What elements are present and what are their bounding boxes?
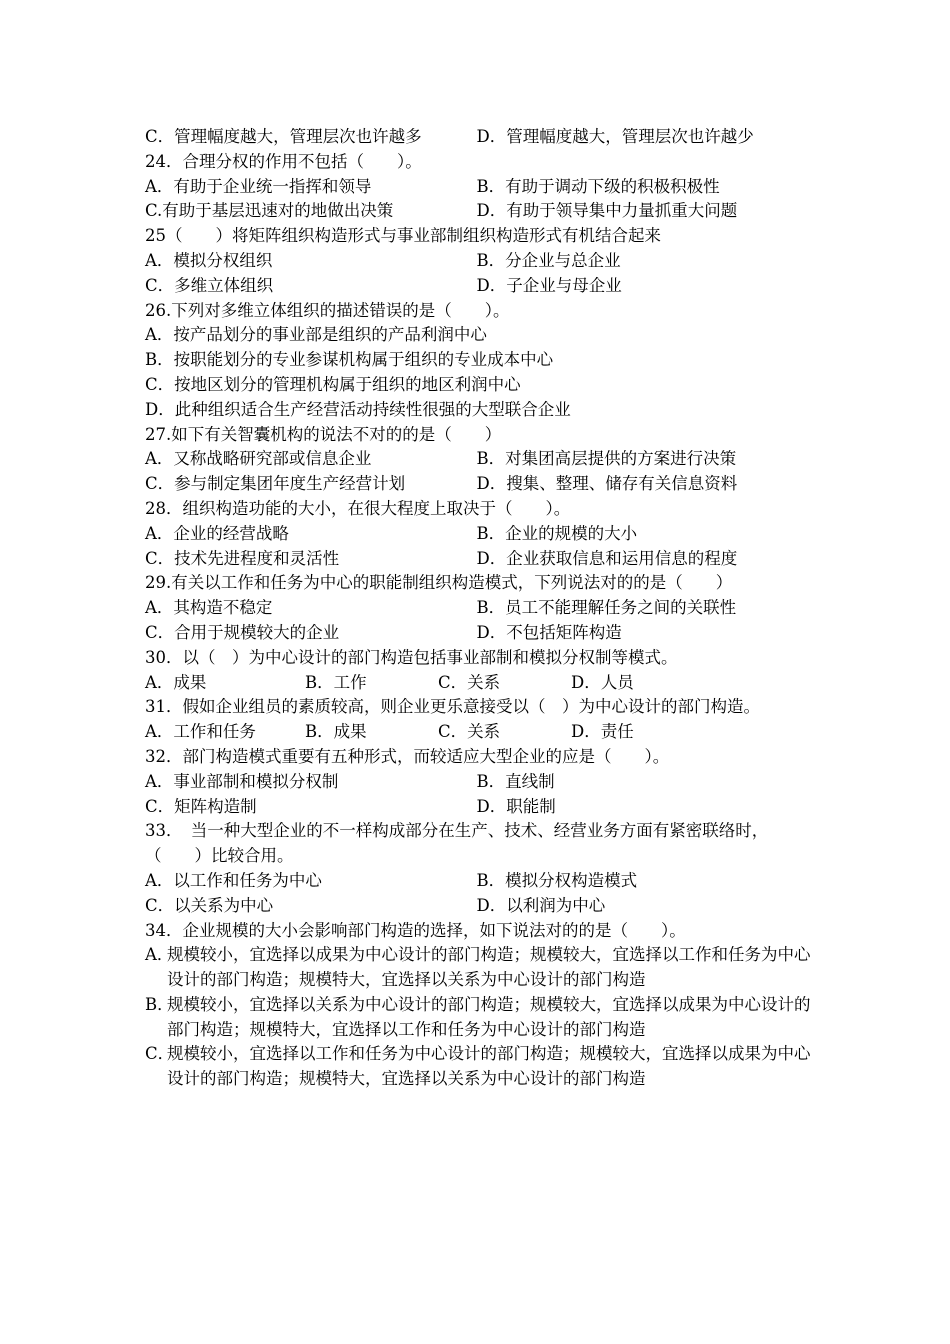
- q32-option-a: A．事业部制和模拟分权制: [145, 771, 339, 791]
- q26-option-c: C．按地区划分的管理机构属于组织的地区利润中心: [145, 374, 521, 394]
- q27-options-cd: [145, 472, 815, 497]
- q30-option-b: B．工作: [305, 672, 367, 692]
- q27-option-a: A．又称战略研究部或信息企业: [145, 449, 372, 469]
- q33-option-d: D．以利润为中心: [476, 895, 606, 915]
- q32-option-d: D．职能制: [476, 796, 556, 816]
- q31-options: [145, 720, 815, 745]
- q25-option-d: D．子企业与母企业: [476, 275, 622, 295]
- q28-options-ab: [145, 522, 815, 547]
- q29-stem: 29.有关以工作和任务为中心的职能制组织构造模式，下列说法对的的是（ ）: [145, 573, 733, 593]
- q32-option-b: B．直线制: [476, 771, 555, 791]
- q31-option-c: C．关系: [438, 722, 501, 742]
- q27-option-b: B．对集团高层提供的方案进行决策: [476, 449, 737, 469]
- q32-stem: 32．部门构造模式重要有五种形式，而较适应大型企业的应是（ ）。: [145, 746, 670, 766]
- q34-option-a-label: A．: [145, 945, 174, 965]
- q24-option-a: A．有助于企业统一指挥和领导: [145, 176, 372, 196]
- q25-options-cd: [145, 274, 815, 299]
- q28-option-b: B．企业的规模的大小: [476, 523, 638, 543]
- q26-stem: 26.下列对多维立体组织的描述错误的是（ ）。: [145, 300, 510, 320]
- q32-options-cd: [145, 795, 815, 820]
- question-list: [145, 125, 815, 1092]
- q34-option-b-text: 规模较小，宜选择以关系为中心设计的部门构造；规模较大，宜选择以成果为中心设计的部门构造；规模特大，宜选择以工作和任务为中心设计的部门构造: [167, 994, 811, 1039]
- q31-option-a: A．工作和任务: [145, 722, 256, 742]
- q31-stem: 31．假如企业组员的素质较高，则企业更乐意接受以（ ）为中心设计的部门构造。: [145, 697, 760, 717]
- q24-option-b: B．有助于调动下级的积极积极性: [476, 176, 720, 196]
- q25-option-c: C．多维立体组织: [145, 275, 274, 295]
- q27-options-ab: [145, 447, 815, 472]
- q29-option-a: A．其构造不稳定: [145, 598, 273, 618]
- q28-options-cd: [145, 547, 815, 572]
- q34-option-c-text: 规模较小，宜选择以工作和任务为中心设计的部门构造；规模较大，宜选择以成果为中心设计的部门构造；规模特大，宜选择以关系为中心设计的部门构造: [167, 1044, 811, 1089]
- q30-option-a: A．成果: [145, 672, 207, 692]
- q33-options-cd: [145, 894, 815, 919]
- q25-option-a: A．模拟分权组织: [145, 250, 273, 270]
- q23-option-d: D．管理幅度越大，管理层次也许越少: [476, 127, 754, 146]
- q34-option-c-label: C．: [145, 1044, 175, 1064]
- q32-options-ab: [145, 770, 815, 795]
- q34-option-b-label: B．: [145, 994, 174, 1014]
- q25-option-b: B．分企业与总企业: [476, 250, 621, 270]
- q30-stem: 30．以（ ）为中心设计的部门构造包括事业部制和模拟分权制等模式。: [145, 647, 678, 667]
- q29-option-d: D．不包括矩阵构造: [476, 622, 622, 642]
- q26-option-d: D．此种组织适合生产经营活动持续性很强的大型联合企业: [145, 399, 571, 419]
- q30-option-c: C．关系: [438, 672, 501, 692]
- q24-option-d: D．有助于领导集中力量抓重大问题: [476, 201, 738, 221]
- q31-option-d: D．责任: [571, 722, 634, 742]
- q33-option-b: B．模拟分权构造模式: [476, 870, 638, 890]
- q34-stem: 34．企业规模的大小会影响部门构造的选择，如下说法对的的是（ ）。: [145, 920, 686, 940]
- q27-stem: 27.如下有关智囊机构的说法不对的的是（ ）: [145, 424, 502, 444]
- q31-option-b: B．成果: [305, 722, 367, 742]
- q27-option-d: D．搜集、整理、储存有关信息资料: [476, 474, 738, 494]
- q23-options-cd: [145, 125, 815, 150]
- q34-option-b: [145, 993, 815, 1043]
- q33-stem: 33． 当一种大型企业的不一样构成部分在生产、技术、经营业务方面有紧密联络时，（ ）比较合用。: [145, 821, 769, 866]
- q24-options-cd: [145, 199, 815, 224]
- q24-options-ab: [145, 175, 815, 200]
- q28-option-c: C．技术先进程度和灵活性: [145, 548, 340, 568]
- q28-option-a: A．企业的经营战略: [145, 523, 289, 543]
- q30-options: [145, 671, 815, 696]
- q29-option-c: C．合用于规模较大的企业: [145, 622, 340, 642]
- q29-options-ab: [145, 596, 815, 621]
- q32-option-c: C．矩阵构造制: [145, 796, 257, 816]
- q33-option-a: A．以工作和任务为中心: [145, 870, 322, 890]
- q28-option-d: D．企业获取信息和运用信息的程度: [476, 548, 738, 568]
- q29-option-b: B．员工不能理解任务之间的关联性: [476, 598, 737, 618]
- q30-option-d: D．人员: [571, 672, 634, 692]
- q34-option-a-text: 规模较小，宜选择以成果为中心设计的部门构造；规模较大，宜选择以工作和任务为中心设计的部门构造；规模特大，宜选择以关系为中心设计的部门构造: [167, 945, 811, 990]
- q26-option-b: B．按职能划分的专业参谋机构属于组织的专业成本中心: [145, 350, 554, 370]
- q28-stem: 28．组织构造功能的大小，在很大程度上取决于（ ）。: [145, 498, 571, 518]
- q29-options-cd: [145, 621, 815, 646]
- q25-options-ab: [145, 249, 815, 274]
- q24-stem: 24．合理分权的作用不包括（ ）。: [145, 151, 422, 171]
- q26-option-a: A．按产品划分的事业部是组织的产品利润中心: [145, 325, 487, 345]
- q34-option-a: [145, 943, 815, 993]
- q33-option-c: C．以关系为中心: [145, 895, 274, 915]
- q34-option-c: [145, 1042, 815, 1092]
- q24-option-c: C.有助于基层迅速对的地做出决策: [145, 201, 394, 221]
- q27-option-c: C．参与制定集团年度生产经营计划: [145, 474, 406, 494]
- q33-options-ab: [145, 869, 815, 894]
- q25-stem: 25（ ）将矩阵组织构造形式与事业部制组织构造形式有机结合起来: [145, 226, 661, 246]
- q23-option-c: C．管理幅度越大，管理层次也许越多: [145, 127, 422, 146]
